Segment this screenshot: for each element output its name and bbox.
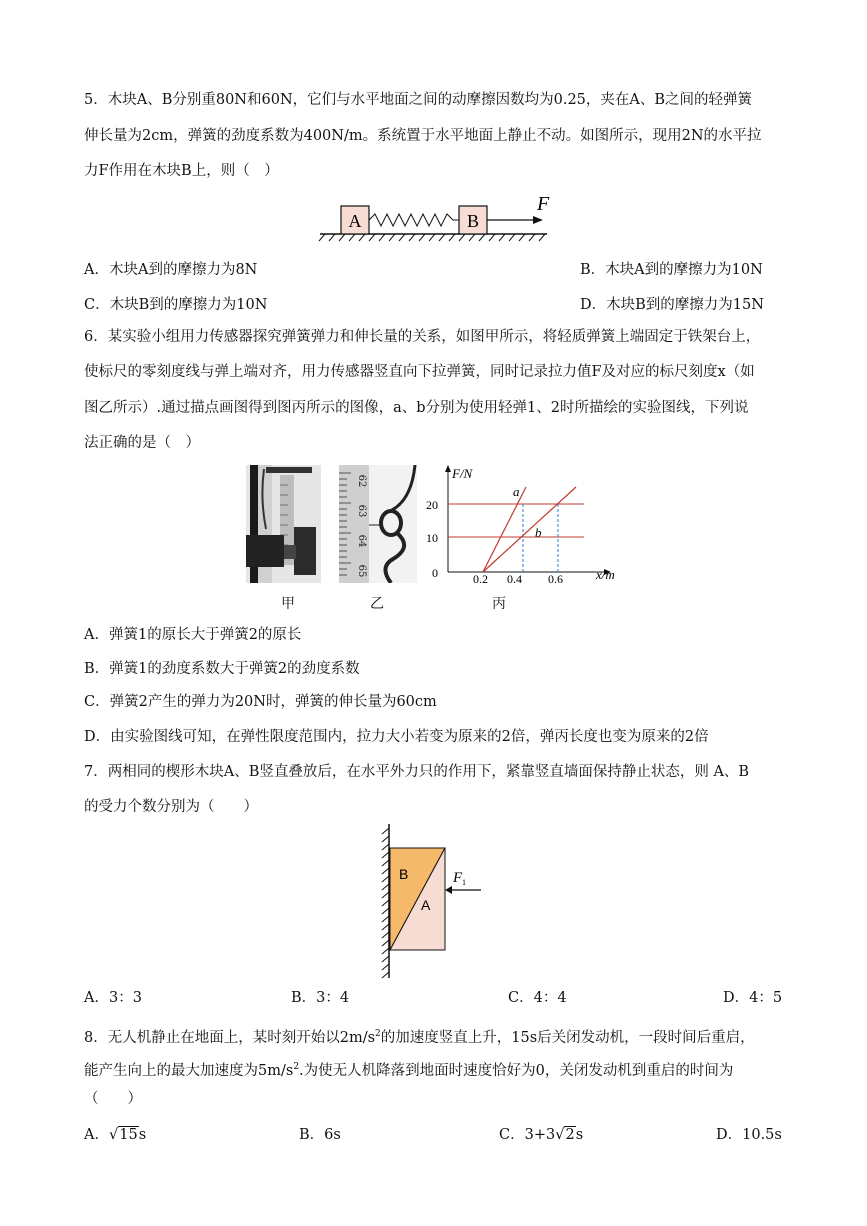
q8-line-2: [84, 1057, 733, 1081]
graph-origin: 0: [432, 566, 438, 580]
q7-figure: [375, 822, 495, 982]
q7-option-b: B．3：4: [291, 990, 350, 1006]
q6-line-4: 法正确的是（ ）: [84, 435, 200, 451]
q6-line-2: 使标尺的零刻度线与弹上端对齐，用力传感器竖直向下拉弹簧，同时记录拉力值F及对应的标尺刻度x（如: [84, 364, 755, 380]
q5-line-3: 力F作用在木块B上，则（ ）: [84, 163, 279, 179]
q8-line-2-b: .为使无人机降落到地面时速度恰好为0，关闭发动机到重启的时间为: [299, 1062, 734, 1079]
q8-sup-2: 2: [293, 1062, 300, 1072]
q5-option-a: A．木块A到的摩擦力为8N: [84, 262, 258, 278]
q5-option-c: C．木块B到的摩擦力为10N: [84, 297, 268, 313]
graph-x-tick-0.2: 0.2: [473, 572, 488, 584]
graph-y-tick-20: 20: [426, 498, 438, 512]
q8-line-1: [84, 1024, 755, 1048]
block-a-label: A: [348, 211, 362, 231]
q5-option-b: B．木块A到的摩擦力为10N: [580, 262, 763, 278]
q8-line-1-b: 的加速度竖直上升，15s后关闭发动机，一段时间后重启，: [380, 1029, 755, 1046]
graph-x-label: x/m: [596, 567, 615, 582]
q8-option-c-unit: s: [575, 1127, 584, 1143]
q8-sup-1: 2: [375, 1029, 381, 1039]
q5-line-1: 5．木块A、B分别重80N和60N，它们与水平地面之间的动摩擦因数均为0.25，夹在A、B之间的轻弹簧: [84, 92, 753, 108]
graph-y-tick-10: 10: [426, 531, 438, 545]
ruler-mark-63: 63: [356, 504, 367, 518]
q6-option-d: D．由实验图线可知，在弹性限度范围内，拉力大小若变为原来的2倍，弹丙长度也变为原来的2倍: [84, 729, 709, 745]
wedge-b-label: B: [399, 866, 409, 882]
photo-jia: [246, 465, 321, 583]
q8-option-b: B．6s: [299, 1127, 341, 1143]
q8-option-d: D．10.5s: [716, 1127, 782, 1143]
force-f1-subscript: 1: [462, 878, 466, 887]
q5-figure: [315, 190, 555, 245]
q7-line-1: 7．两相同的楔形木块A、B竖直叠放后，在水平外力只的作用下，紧靠竖直墙面保持静止状态，则 A、B: [84, 764, 750, 780]
q8-option-c-radicand: 2: [565, 1127, 575, 1143]
line-b: [483, 487, 576, 572]
caption-yi: 乙: [370, 596, 384, 612]
q7-option-d: D．4：5: [723, 990, 783, 1006]
caption-jia: 甲: [281, 596, 295, 612]
q8-option-c-prefix: C．3+3: [499, 1127, 556, 1143]
q6-line-1: 6．某实验小组用力传感器探究弹簧弹力和伸长量的关系，如图甲所示，将轻质弹簧上端固定于铁架台上，: [84, 329, 761, 345]
block-b-label: B: [466, 211, 480, 231]
photo-yi: [339, 465, 417, 583]
force-f-label: F: [537, 193, 550, 215]
ruler-mark-65: 65: [356, 564, 367, 578]
q5-line-2: 伸长量为2cm，弹簧的劲度系数为400N/m。系统置于水平地面上静止不动。如图所示，现用2N的水平拉: [84, 128, 762, 144]
q8-option-a-prefix: A．: [84, 1127, 109, 1143]
graph-y-label: F/N: [452, 466, 473, 481]
line-a: [483, 487, 526, 572]
q8-option-a-unit: s: [138, 1127, 147, 1143]
ruler-mark-62: 62: [356, 474, 367, 488]
q8-option-a-radicand: 15: [119, 1127, 138, 1143]
q8-line-2-a: 能产生向上的最大加速度为5m/s: [84, 1062, 294, 1079]
caption-bing: 丙: [492, 596, 506, 612]
q6-option-b: B．弹簧1的劲度系数大于弹簧2的劲度系数: [84, 661, 360, 677]
ruler-mark-64: 64: [356, 534, 367, 548]
q8-option-c: C．3+3√2s: [499, 1127, 584, 1143]
q8-line-1-a: 8．无人机静止在地面上，某时刻开始以2m/s: [84, 1029, 376, 1046]
q8-option-a: A．√15s: [84, 1127, 147, 1143]
q6-line-3: 图乙所示）.通过描点画图得到图丙所示的图像，a、b分别为使用轻弹1、2时所描绘的实验图线，下列说: [84, 400, 749, 416]
q7-option-a: A．3：3: [84, 990, 142, 1006]
line-b-label: b: [535, 525, 542, 540]
line-a-label: a: [513, 484, 520, 499]
wedge-a-label: A: [421, 897, 431, 913]
graph-bing: [424, 462, 624, 584]
force-f1-label: F: [453, 870, 463, 886]
q6-option-a: A．弹簧1的原长大于弹簧2的原长: [84, 627, 302, 643]
graph-x-tick-0.4: 0.4: [507, 572, 522, 584]
spring: [369, 214, 459, 226]
q8-blank: （ ）: [84, 1091, 142, 1107]
q7-option-c: C．4：4: [508, 990, 567, 1006]
graph-x-tick-0.6: 0.6: [548, 572, 563, 584]
q5-option-d: D．木块B到的摩擦力为15N: [580, 297, 764, 313]
q6-option-c: C．弹簧2产生的弹力为20N时，弹簧的伸长量为60cm: [84, 694, 437, 710]
q7-line-2: 的受力个数分别为（ ）: [84, 799, 258, 815]
